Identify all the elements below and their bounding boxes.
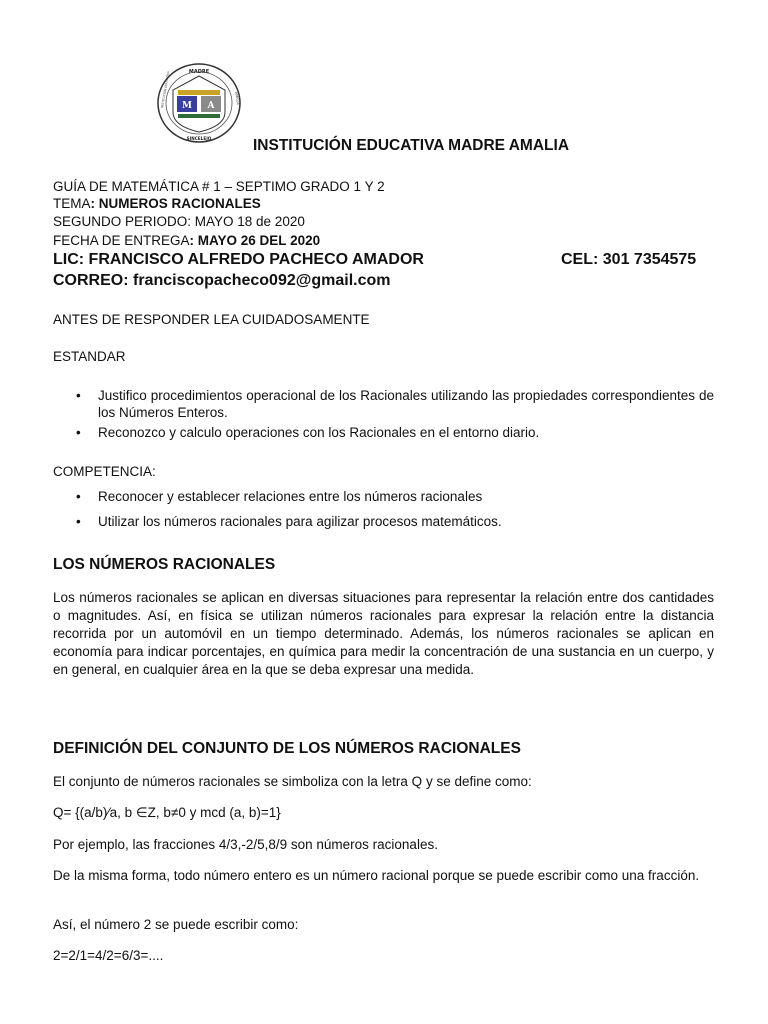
example-text: Por ejemplo, las fracciones 4/3,-2/5,8/9 son números racionales. bbox=[53, 837, 438, 852]
section2-title: DEFINICIÓN DEL CONJUNTO DE LOS NÚMEROS RACIONALES bbox=[53, 740, 521, 757]
section1-title: LOS NÚMEROS RACIONALES bbox=[53, 556, 276, 573]
number-two-text: Así, el número 2 se puede escribir como: bbox=[53, 917, 299, 932]
svg-text:INSTITUCIÓN EDUCATIVA: INSTITUCIÓN EDUCATIVA bbox=[160, 70, 171, 109]
delivery-line bbox=[53, 232, 320, 250]
svg-text:AMALIA: AMALIA bbox=[234, 91, 241, 106]
list-item: • Reconocer y establecer relaciones entre los números racionales bbox=[76, 488, 714, 505]
estandar-label: ESTANDAR bbox=[53, 349, 126, 364]
integer-text: De la misma forma, todo número entero es un número racional porque se puede escribir como una fracción. bbox=[53, 868, 700, 883]
list-item: • Justifico procedimientos operacional de los Racionales utilizando las propiedades correspondientes de los Números Enteros. bbox=[76, 387, 714, 421]
institution-title: INSTITUCIÓN EDUCATIVA MADRE AMALIA bbox=[253, 137, 570, 154]
competencia-list bbox=[76, 488, 714, 530]
estandar-list bbox=[76, 387, 714, 441]
tema-value: : NUMEROS RACIONALES bbox=[90, 196, 261, 211]
tema-line bbox=[53, 195, 261, 213]
period-line: SEGUNDO PERIODO: MAYO 18 de 2020 bbox=[53, 214, 305, 229]
competencia-label: COMPETENCIA: bbox=[53, 464, 156, 479]
teacher-name: LIC: FRANCISCO ALFREDO PACHECO AMADOR bbox=[53, 251, 424, 268]
guide-line: GUÍA DE MATEMÁTICA # 1 – SEPTIMO GRADO 1 Y 2 bbox=[53, 179, 385, 194]
teacher-phone: CEL: 301 7354575 bbox=[561, 251, 697, 268]
definition-text: El conjunto de números racionales se simboliza con la letra Q y se define como: bbox=[53, 774, 532, 789]
list-item: • Utilizar los números racionales para agilizar procesos matemáticos. bbox=[76, 513, 714, 530]
svg-text:A: A bbox=[207, 101, 215, 111]
delivery-label: FECHA DE ENTREGA bbox=[53, 233, 190, 248]
delivery-value: : MAYO 26 DEL 2020 bbox=[189, 233, 321, 248]
definition-formula: Q= {(a/b)⁄a, b ∈Z, b≠0 y mcd (a, b)=1} bbox=[53, 805, 281, 820]
instructions: ANTES DE RESPONDER LEA CUIDADOSAMENTE bbox=[53, 312, 370, 327]
equality-text: 2=2/1=4/2=6/3=.... bbox=[53, 948, 164, 963]
svg-text:M: M bbox=[182, 101, 192, 111]
svg-text:SINCELEJO: SINCELEJO bbox=[186, 136, 212, 141]
teacher-email: CORREO: franciscopacheco092@gmail.com bbox=[53, 272, 391, 289]
school-seal-logo bbox=[156, 62, 242, 144]
section1-paragraph: Los números racionales se aplican en diversas situaciones para representar la relación entre dos cantidades o magnitudes. Así, en física se utilizan números racionales para expresar la relación entre la distancia recorrida por un automóvil en un tiempo determinado. Además, los números racionales se aplican en economía para indicar porcentajes, en química para medir la concentración de una sustancia en un cuerpo, y en general, en cualquier área en la que se deba expresar una medida. bbox=[53, 590, 714, 677]
tema-label: TEMA bbox=[53, 196, 91, 211]
svg-text:MADRE: MADRE bbox=[188, 69, 210, 75]
list-item: • Reconozco y calculo operaciones con los Racionales en el entorno diario. bbox=[76, 424, 714, 441]
